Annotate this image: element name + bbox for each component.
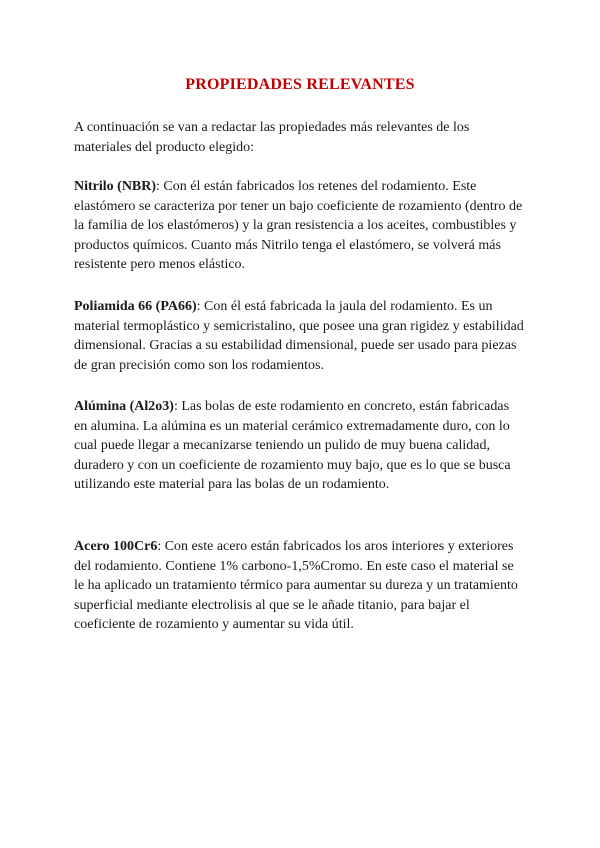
section-text: : Con él está fabricada la jaula del rodamiento. Es un material termoplástico y semicristalino, que posee una gran rigidez y estabilidad dimensional. Gracias a su estabilidad dimensional, puede ser usado para piezas de gran precisión como son los rodamientos.	[74, 299, 524, 373]
section-term: Nitrilo (NBR)	[74, 179, 157, 194]
page-title: PROPIEDADES RELEVANTES	[185, 76, 415, 93]
section-poliamida	[74, 297, 524, 375]
section-term: Poliamida 66 (PA66)	[74, 299, 197, 314]
section-term: Alúmina (Al2o3)	[74, 399, 174, 414]
section-alumina	[74, 397, 524, 495]
section-text: : Con este acero están fabricados los aros interiores y exteriores del rodamiento. Contiene 1% carbono-1,5%Cromo. En este caso el material se le ha aplicado un tratamiento térmico para aumentar su dureza y un tratamiento superficial mediante electrolisis al que se le añade titanio, para bajar el coeficiente de rozamiento y aumentar su vida útil.	[74, 539, 518, 633]
section-nitrilo	[74, 177, 524, 275]
section-text: : Con él están fabricados los retenes del rodamiento. Este elastómero se caracteriza por tener un bajo coeficiente de rozamiento (dentro de la familia de los elastómeros) y la gran resistencia a los aceites, combustibles y productos químicos. Cuanto más Nitrilo tenga el elastómero, se volverá más resistente pero menos elástico.	[74, 179, 523, 273]
intro-paragraph: A continuación se van a redactar las propiedades más relevantes de los materiales del producto elegido:	[74, 120, 470, 155]
section-acero	[74, 537, 524, 635]
section-term: Acero 100Cr6	[74, 539, 158, 554]
section-text: : Las bolas de este rodamiento en concreto, están fabricadas en alumina. La alúmina es un material cerámico extremadamente duro, con lo cual puede llegar a mecanizarse teniendo un pulido de muy buena calidad, duradero y con un coeficiente de rozamiento muy bajo, que es lo que se busca utilizando este material para las bolas de un rodamiento.	[74, 399, 511, 493]
